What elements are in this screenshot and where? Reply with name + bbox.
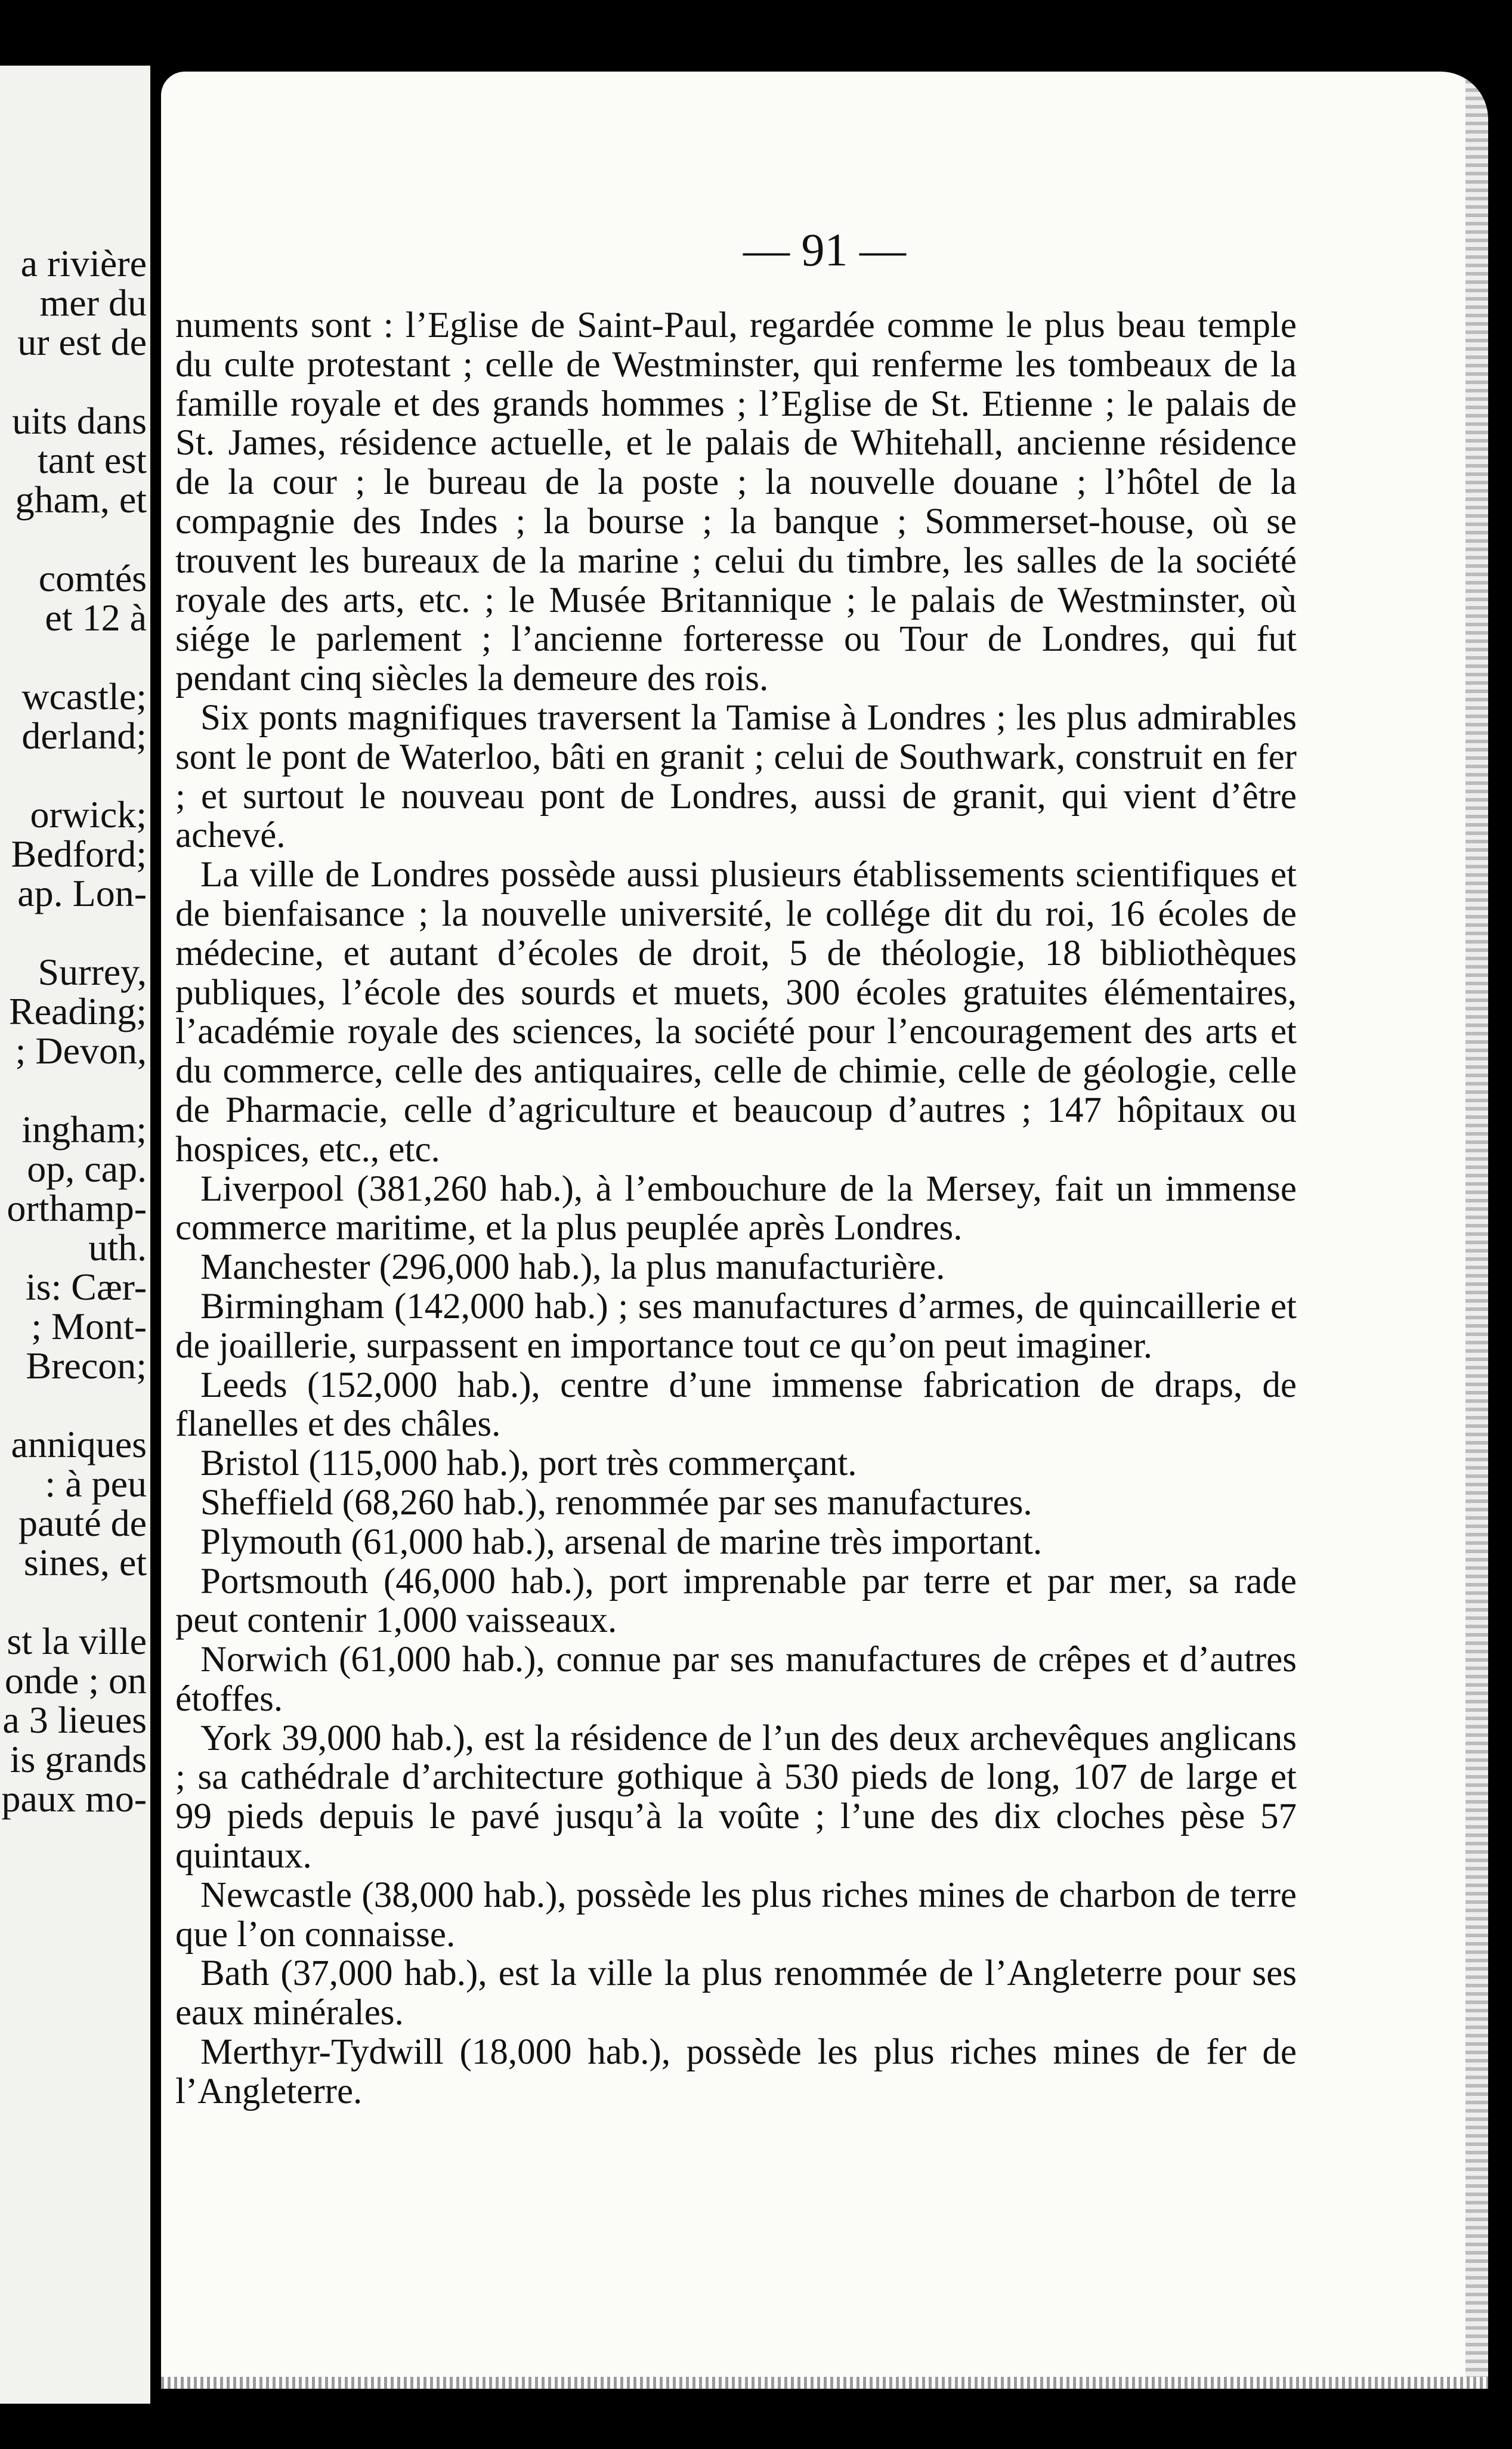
paragraph-leeds: Leeds (152,000 hab.), centre d’une immense fabrication de draps, de flanelles et des châles. [175, 1365, 1297, 1445]
paragraph-monuments: numents sont : l’Eglise de Saint-Paul, regardée comme le plus beau temple du culte protestant ; celle de Westminster, qui renferme les tombeaux de la famille royale et des grands hommes ; l’Eglise de St. Etienne ; le palais de St. James, résidence actuelle, et le palais de Whitehall, ancienne résidence de la cour ; le bureau de la poste ; la nouvelle douane ; l’hôtel de la compagnie des Indes ; la bourse ; la banque ; Sommerset-house, où se trouvent les bureaux de la marine ; celui du timbre, les salles de la société royale des arts, etc. ; le Musée Britannique ; le palais de Westminster, où siége le parlement ; l’ancienne forteresse ou Tour de Londres, qui fut pendant cinq siècles la demeure des rois. [175, 305, 1297, 699]
page-number: — 91 — [743, 224, 906, 276]
paragraph-norwich: Norwich (61,000 hab.), connue par ses manufactures de crêpes et d’autres étoffes. [175, 1640, 1297, 1719]
left-page-line: tant est [37, 439, 147, 481]
left-page-line: gham, et [15, 478, 147, 521]
left-page-line: uits dans [12, 400, 147, 442]
paragraph-sheffield: Sheffield (68,260 hab.), renommée par ses manufactures. [200, 1482, 1032, 1523]
left-page-line: ; Devon, [15, 1029, 147, 1072]
left-page-line: paux mo- [1, 1777, 147, 1820]
left-page-line: op, cap. [27, 1148, 147, 1190]
left-page-line: a 3 lieues [2, 1699, 147, 1741]
left-page-line: uth. [88, 1226, 147, 1269]
body-text [175, 306, 1297, 2111]
left-page-line: ; Mont- [31, 1305, 147, 1347]
left-page-line: ingham; [21, 1108, 147, 1151]
left-page-line: comtés [38, 557, 147, 599]
left-page-line: Reading; [8, 990, 147, 1032]
paragraph-newcastle: Newcastle (38,000 hab.), possède les plus riches mines de charbon de terre que l’on connaisse. [175, 1875, 1297, 1955]
left-page-line: mer du [39, 282, 147, 324]
left-page-fragment [0, 66, 150, 2404]
left-page-line: et 12 à [45, 596, 147, 639]
paragraph-plymouth: Plymouth (61,000 hab.), arsenal de marine très important. [200, 1522, 1043, 1562]
paragraph-bristol: Bristol (115,000 hab.), port très commerçant. [200, 1443, 857, 1484]
left-page-line: ap. Lon- [17, 872, 147, 914]
left-page-line: sines, et [23, 1541, 147, 1584]
left-page-line: st la ville [7, 1620, 147, 1662]
paragraph-birmingham: Birmingham (142,000 hab.) ; ses manufactures d’armes, de quincaillerie et de joaillerie, surpassent en importance tout ce qu’on peut imaginer. [175, 1286, 1297, 1366]
paragraph-liverpool: Liverpool (381,260 hab.), à l’embouchure de la Mersey, fait un immense commerce maritime, et la plus peuplée après Londres. [175, 1168, 1297, 1248]
left-page-line: pauté de [18, 1502, 147, 1544]
left-page-line: anniques [11, 1423, 147, 1465]
left-page-line: Bedford; [11, 833, 147, 875]
paragraph-bridges: Six ponts magnifiques traversent la Tamise à Londres ; les plus admirables sont le pont de Waterloo, bâti en granit ; celui de Southwark, construit en fer ; et surtout le nouveau pont de Londres, aussi de granit, qui vient d’être achevé. [175, 697, 1297, 856]
left-page-line: wcastle; [21, 675, 147, 718]
paragraph-manchester: Manchester (296,000 hab.), la plus manufacturière. [200, 1247, 945, 1288]
left-page-line: is: Cær- [25, 1266, 147, 1308]
paragraph-institutions: La ville de Londres possède aussi plusieurs établissements scientifiques et de bienfaisance ; la nouvelle université, le collége dit du roi, 16 écoles de médecine, et autant d’écoles de droit, 5 de théologie, 18 bibliothèques publiques, l’école des sourds et muets, 300 écoles gratuites élémentaires, l’académie royale des sciences, la société pour l’encouragement des arts et du commerce, celle des antiquaires, celle de chimie, celle de géologie, celle de Pharmacie, celle d’agriculture et beaucoup d’autres ; 147 hôpitaux ou hospices, etc., etc. [175, 855, 1297, 1170]
paragraph-portsmouth: Portsmouth (46,000 hab.), port imprenable par terre et par mer, sa rade peut contenir 1,000 vaisseaux. [175, 1561, 1297, 1641]
book-page [161, 72, 1488, 2389]
left-page-line: ur est de [17, 321, 147, 363]
left-page-line: onde ; on [4, 1659, 147, 1702]
left-page-line: a rivière [20, 242, 147, 285]
left-page-line: Surrey, [38, 951, 147, 993]
left-page-line: orwick; [30, 793, 147, 836]
page-bottom-edge [161, 2377, 1488, 2389]
paragraph-bath: Bath (37,000 hab.), est la ville la plus renommée de l’Angleterre pour ses eaux minérales. [175, 1953, 1297, 2033]
left-page-line: : à peu [45, 1462, 147, 1505]
paragraph-merthyr: Merthyr-Tydwill (18,000 hab.), possède les plus riches mines de fer de l’Angleterre. [175, 2032, 1297, 2111]
page-edge-strip [1465, 72, 1488, 2389]
left-page-line: orthamp- [7, 1187, 147, 1229]
left-page-line: Brecon; [26, 1344, 147, 1387]
left-page-line: derland; [21, 715, 147, 757]
left-page-line: is grands [10, 1738, 147, 1780]
paragraph-york: York 39,000 hab.), est la résidence de l’un des deux archevêques anglicans ; sa cathédrale d’architecture gothique à 530 pieds de long, 107 de large et 99 pieds depuis le pavé jusqu’à la voûte ; l’une des dix cloches pèse 57 quintaux. [175, 1718, 1297, 1876]
